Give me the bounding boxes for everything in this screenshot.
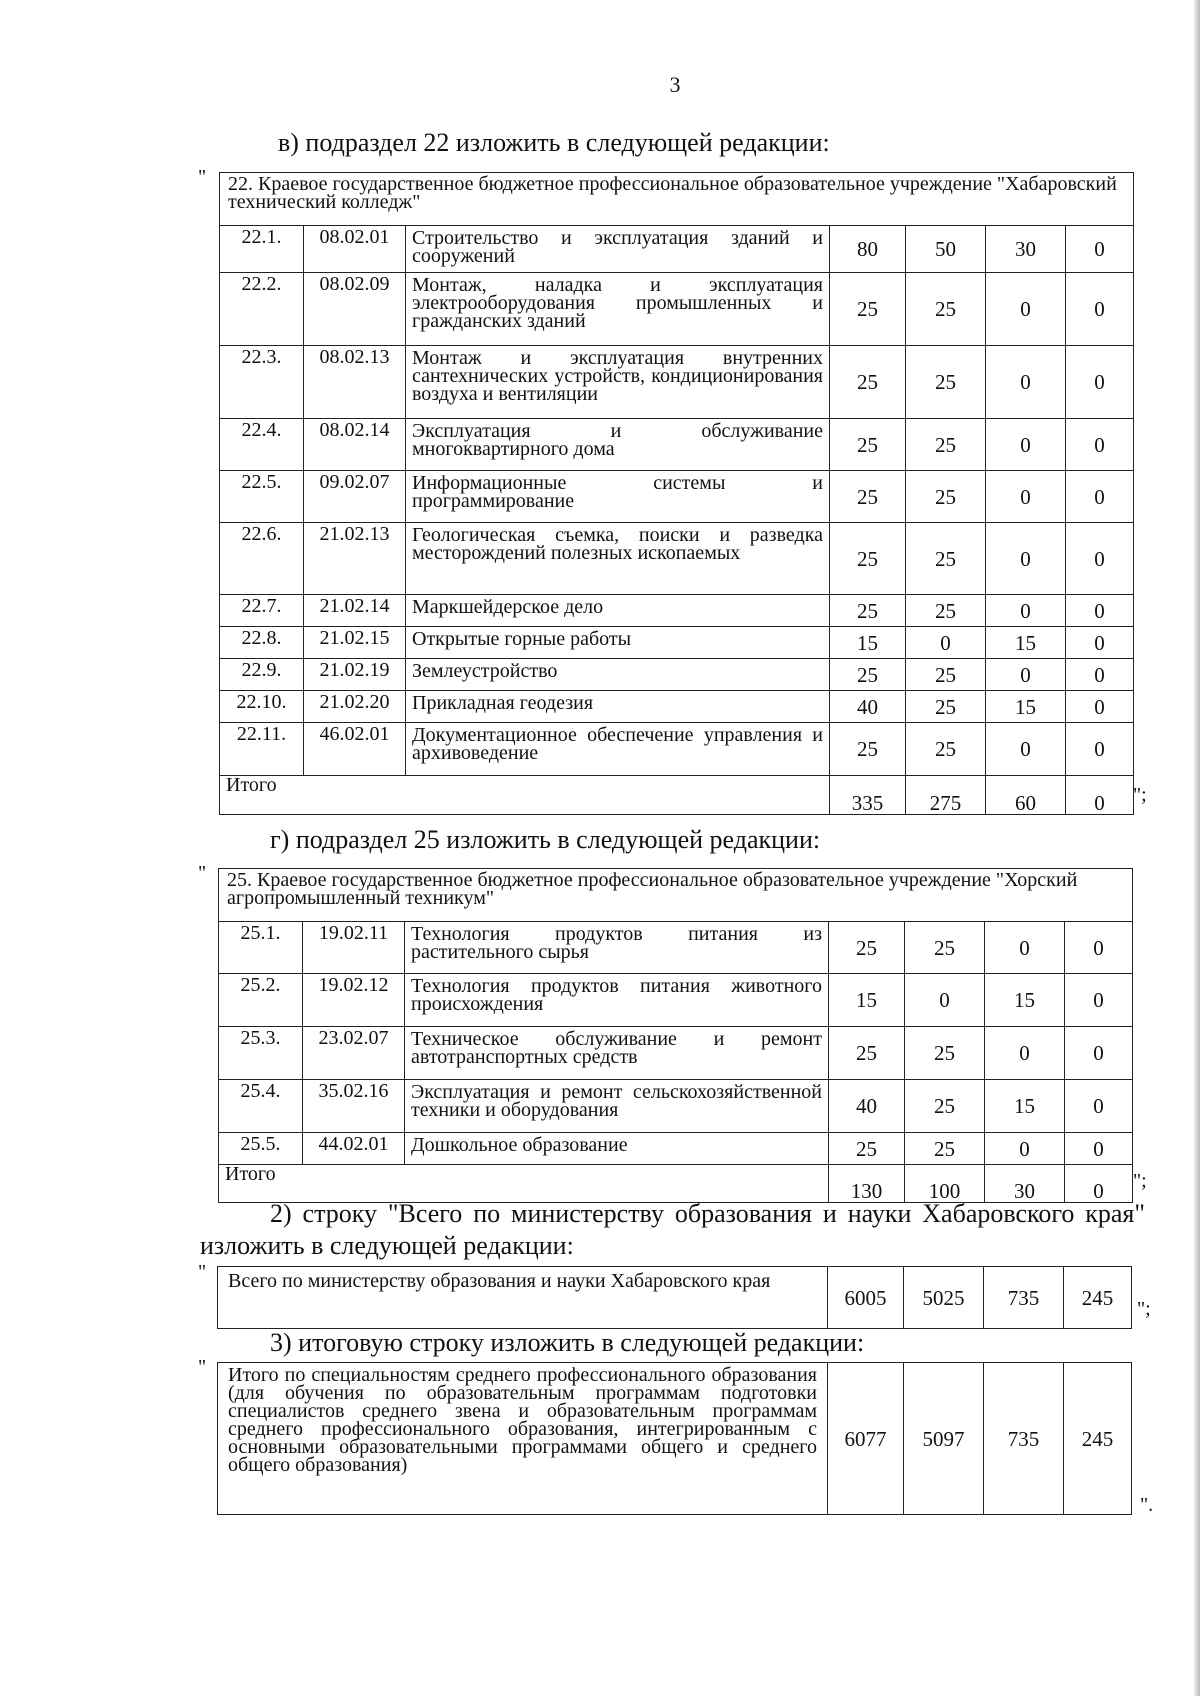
row-name: Землеустройство	[406, 659, 830, 691]
table-row	[219, 1027, 1133, 1080]
row-value-3: 0	[986, 273, 1066, 346]
section-g-title: 25. Краевое государственное бюджетное профессиональное образовательное учреждение "Хорский агропромышленный техникум"	[219, 869, 1133, 922]
row-name: Строительство и эксплуатация зданий и сооружений	[406, 226, 830, 273]
row-value-2: 50	[906, 226, 986, 273]
row-name: Техническое обслуживание и ремонт автотранспортных средств	[405, 1027, 829, 1080]
row-value-4: 0	[1065, 974, 1133, 1027]
total-value-1: 130	[829, 1165, 905, 1203]
total-value-1: 335	[830, 776, 906, 815]
section-g-title-row	[219, 869, 1133, 922]
row-value-2: 25	[906, 595, 986, 627]
row-index: 25.3.	[219, 1027, 303, 1080]
row-name: Информационные системы и программирование	[406, 471, 830, 523]
row-value-1: 25	[830, 659, 906, 691]
table-row	[220, 471, 1134, 523]
row-value-2: 25	[905, 1080, 985, 1133]
row-value-4: 0	[1065, 1080, 1133, 1133]
scan-edge	[1194, 0, 1200, 1696]
row-index: 25.2.	[219, 974, 303, 1027]
row-value-1: 80	[830, 226, 906, 273]
row-value-1: 40	[829, 1080, 905, 1133]
row-name: Документационное обеспечение управления и архивоведение	[406, 723, 830, 776]
total-value-2: 5097	[904, 1363, 984, 1515]
row-value-4: 0	[1066, 723, 1134, 776]
total-row	[218, 1267, 1132, 1329]
row-name: Маркшейдерское дело	[406, 595, 830, 627]
row-value-4: 0	[1065, 1027, 1133, 1080]
row-value-3: 0	[985, 1027, 1065, 1080]
row-value-1: 40	[830, 691, 906, 723]
section-v-close-mark: ";	[1133, 784, 1147, 806]
row-value-4: 0	[1066, 471, 1134, 523]
row-name: Дошкольное образование	[405, 1133, 829, 1165]
row-value-1: 25	[829, 1133, 905, 1165]
total-label: Итого по специальностям среднего профессионального образования (для обучения по образовательным программам подготовки специалистов среднего звена и образовательным программам среднего профессионального образования, интегрированным с основными образовательными программами общего и среднего общего образования)	[218, 1363, 828, 1515]
row-index: 22.6.	[220, 523, 304, 595]
item-2-close-mark: ";	[1137, 1298, 1151, 1320]
row-value-1: 25	[830, 346, 906, 419]
row-value-2: 25	[906, 471, 986, 523]
row-code: 44.02.01	[303, 1133, 405, 1165]
row-value-3: 15	[985, 1080, 1065, 1133]
table-row	[220, 346, 1134, 419]
row-index: 22.1.	[220, 226, 304, 273]
row-value-3: 15	[986, 627, 1066, 659]
row-value-2: 25	[905, 922, 985, 974]
item-3-table	[217, 1362, 1132, 1515]
total-row	[219, 1165, 1133, 1203]
row-value-1: 15	[829, 974, 905, 1027]
row-value-2: 25	[906, 273, 986, 346]
row-value-2: 25	[905, 1133, 985, 1165]
row-index: 25.1.	[219, 922, 303, 974]
row-value-3: 15	[985, 974, 1065, 1027]
section-g-table	[218, 868, 1133, 1203]
row-code: 19.02.11	[303, 922, 405, 974]
section-g-close-mark: ";	[1133, 1170, 1147, 1192]
row-name: Технология продуктов питания из растительного сырья	[405, 922, 829, 974]
total-value-3: 735	[984, 1267, 1064, 1329]
total-value-4: 0	[1066, 776, 1134, 815]
row-index: 22.4.	[220, 419, 304, 471]
row-value-1: 25	[830, 419, 906, 471]
table-row	[220, 723, 1134, 776]
table-row	[220, 627, 1134, 659]
row-value-3: 0	[986, 346, 1066, 419]
row-value-4: 0	[1066, 523, 1134, 595]
row-value-4: 0	[1066, 691, 1134, 723]
row-index: 22.5.	[220, 471, 304, 523]
row-value-3: 0	[986, 723, 1066, 776]
row-value-3: 0	[986, 419, 1066, 471]
row-value-4: 0	[1066, 226, 1134, 273]
row-index: 22.7.	[220, 595, 304, 627]
item-2-table	[217, 1266, 1132, 1329]
total-row	[218, 1363, 1132, 1515]
row-code: 35.02.16	[303, 1080, 405, 1133]
item-2-open-quote: "	[198, 1261, 207, 1283]
row-value-1: 25	[830, 523, 906, 595]
item-3-open-quote: "	[198, 1356, 207, 1378]
item-3-close-mark: ".	[1140, 1494, 1154, 1516]
row-code: 08.02.14	[304, 419, 406, 471]
total-label: Итого	[219, 1165, 829, 1203]
row-code: 21.02.13	[304, 523, 406, 595]
section-v-heading: в) подраздел 22 изложить в следующей редакции:	[278, 128, 830, 157]
row-code: 21.02.14	[304, 595, 406, 627]
table-row	[220, 523, 1134, 595]
row-value-2: 25	[906, 659, 986, 691]
row-value-2: 25	[906, 523, 986, 595]
row-name: Монтаж и эксплуатация внутренних сантехнических устройств, кондиционирования воздуха и вентиляции	[406, 346, 830, 419]
total-value-2: 5025	[904, 1267, 984, 1329]
total-value-1: 6005	[828, 1267, 904, 1329]
total-value-3: 60	[986, 776, 1066, 815]
total-value-3: 30	[985, 1165, 1065, 1203]
row-value-2: 0	[905, 974, 985, 1027]
section-g-heading: г) подраздел 25 изложить в следующей редакции:	[270, 825, 821, 854]
row-name: Эксплуатация и ремонт сельскохозяйственной техники и оборудования	[405, 1080, 829, 1133]
row-code: 09.02.07	[304, 471, 406, 523]
row-index: 22.10.	[220, 691, 304, 723]
table-row	[220, 691, 1134, 723]
row-code: 23.02.07	[303, 1027, 405, 1080]
total-value-2: 275	[906, 776, 986, 815]
total-row	[220, 776, 1134, 815]
row-value-3: 0	[986, 523, 1066, 595]
row-value-3: 0	[986, 471, 1066, 523]
section-v-table	[219, 172, 1134, 815]
row-code: 21.02.15	[304, 627, 406, 659]
row-name: Открытые горные работы	[406, 627, 830, 659]
row-value-3: 30	[986, 226, 1066, 273]
row-value-3: 0	[986, 659, 1066, 691]
row-index: 22.3.	[220, 346, 304, 419]
item-3-text: 3) итоговую строку изложить в следующей редакции:	[270, 1328, 865, 1357]
row-value-1: 25	[830, 723, 906, 776]
row-value-1: 25	[829, 1027, 905, 1080]
total-label: Всего по министерству образования и науки Хабаровского края	[218, 1267, 828, 1329]
table-row	[220, 659, 1134, 691]
section-v-open-quote: "	[198, 166, 207, 188]
row-code: 21.02.20	[304, 691, 406, 723]
row-code: 08.02.13	[304, 346, 406, 419]
row-index: 22.9.	[220, 659, 304, 691]
row-value-2: 25	[906, 723, 986, 776]
table-row	[219, 1080, 1133, 1133]
total-value-1: 6077	[828, 1363, 904, 1515]
total-value-3: 735	[984, 1363, 1064, 1515]
table-row	[220, 226, 1134, 273]
row-code: 08.02.01	[304, 226, 406, 273]
row-index: 25.5.	[219, 1133, 303, 1165]
page-number: 3	[669, 72, 681, 97]
row-value-4: 0	[1066, 659, 1134, 691]
row-value-3: 15	[986, 691, 1066, 723]
row-value-4: 0	[1066, 346, 1134, 419]
row-name: Монтаж, наладка и эксплуатация электрооборудования промышленных и гражданских зданий	[406, 273, 830, 346]
total-value-2: 100	[905, 1165, 985, 1203]
row-value-1: 25	[830, 471, 906, 523]
row-value-4: 0	[1065, 1133, 1133, 1165]
row-code: 08.02.09	[304, 273, 406, 346]
row-name: Прикладная геодезия	[406, 691, 830, 723]
row-code: 19.02.12	[303, 974, 405, 1027]
row-value-4: 0	[1066, 595, 1134, 627]
row-name: Эксплуатация и обслуживание многоквартирного дома	[406, 419, 830, 471]
row-value-2: 25	[906, 691, 986, 723]
row-value-2: 0	[906, 627, 986, 659]
row-value-1: 25	[830, 595, 906, 627]
table-row	[219, 1133, 1133, 1165]
row-value-1: 25	[830, 273, 906, 346]
row-value-1: 15	[830, 627, 906, 659]
row-value-3: 0	[986, 595, 1066, 627]
row-value-3: 0	[985, 1133, 1065, 1165]
table-row	[219, 922, 1133, 974]
row-name: Геологическая съемка, поиски и разведка месторождений полезных ископаемых	[406, 523, 830, 595]
total-value-4: 0	[1065, 1165, 1133, 1203]
table-row	[219, 974, 1133, 1027]
row-index: 25.4.	[219, 1080, 303, 1133]
row-value-2: 25	[906, 346, 986, 419]
section-g-open-quote: "	[198, 862, 207, 884]
total-value-4: 245	[1064, 1267, 1132, 1329]
row-value-4: 0	[1066, 273, 1134, 346]
row-value-1: 25	[829, 922, 905, 974]
total-value-4: 245	[1064, 1363, 1132, 1515]
table-row	[220, 419, 1134, 471]
row-index: 22.11.	[220, 723, 304, 776]
item-2-text: 2) строку "Всего по министерству образования и науки Хабаровского края" изложить в следующей редакции:	[200, 1199, 1145, 1260]
section-v-title-row	[220, 173, 1134, 226]
row-index: 22.8.	[220, 627, 304, 659]
row-value-4: 0	[1065, 922, 1133, 974]
row-value-3: 0	[985, 922, 1065, 974]
row-value-2: 25	[906, 419, 986, 471]
row-index: 22.2.	[220, 273, 304, 346]
total-label: Итого	[220, 776, 830, 815]
row-value-4: 0	[1066, 627, 1134, 659]
row-code: 46.02.01	[304, 723, 406, 776]
row-code: 21.02.19	[304, 659, 406, 691]
row-name: Технология продуктов питания животного происхождения	[405, 974, 829, 1027]
table-row	[220, 273, 1134, 346]
table-row	[220, 595, 1134, 627]
section-v-title: 22. Краевое государственное бюджетное профессиональное образовательное учреждение "Хабаровский технический колледж"	[220, 173, 1134, 226]
row-value-4: 0	[1066, 419, 1134, 471]
row-value-2: 25	[905, 1027, 985, 1080]
